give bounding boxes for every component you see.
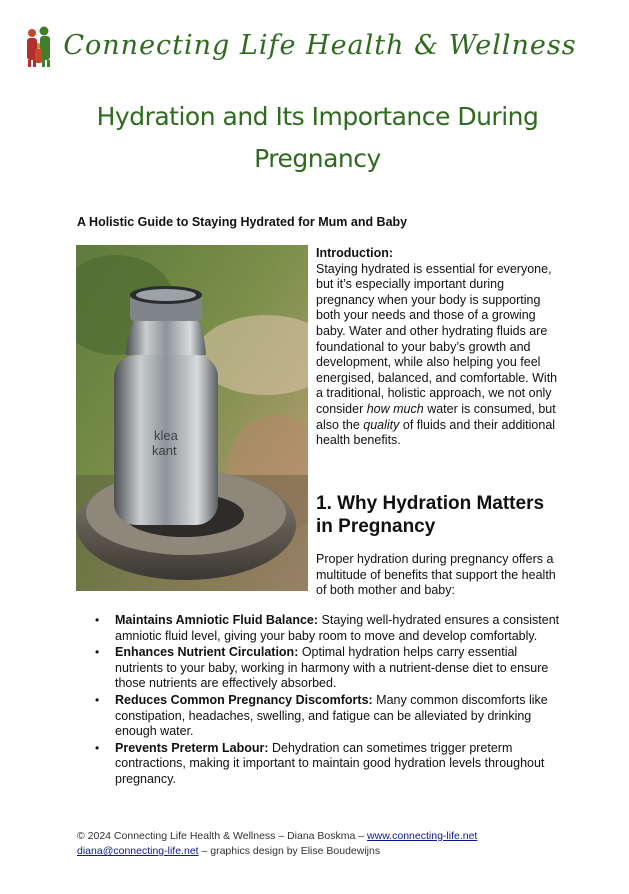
intro-text-2: water is consumed, but also the [316, 401, 556, 432]
website-link[interactable]: www.connecting-life.net [367, 830, 478, 842]
list-item-label: Maintains Amniotic Fluid Balance: [115, 613, 319, 627]
introduction-heading: Introduction: [316, 246, 394, 260]
list-item: • Enhances Nutrient Circulation: Optimal hydration helps carry essential nutrients to your baby, working in harmony with a nutrient-dense diet to ensure those nutrients are effectively absorbed. [95, 645, 549, 691]
list-item-label: Reduces Common Pregnancy Discomforts: [115, 692, 373, 707]
list-item-label: Enhances Nutrient Circulation: [115, 645, 299, 660]
footer-line-1 [77, 829, 597, 844]
list-item: • Reduces Common Pregnancy Discomforts: Many common discomforts like constipation, headaches, swelling, and fatigue can be alleviated by drinking enough water. [95, 692, 548, 739]
document-subtitle: A Holistic Guide to Staying Hydrated for Mum and Baby [77, 215, 408, 229]
bottle-brand-text-2: kant [152, 443, 177, 458]
list-item: • Maintains Amniotic Fluid Balance: Staying well-hydrated ensures a consistent amniotic fluid level, giving your baby room to move and develop comfortably. [95, 613, 560, 643]
footer-line-2 [77, 844, 597, 859]
section-heading: 1. Why Hydration Matters in Pregnancy [316, 493, 545, 537]
benefits-list [76, 613, 566, 789]
intro-emphasis-how-much: how much [366, 401, 424, 416]
credits-text: – graphics design by Elise Boudewijns [198, 845, 381, 857]
copyright-text: © 2024 Connecting Life Health & Wellness – Diana Boskma – [77, 830, 368, 842]
list-item-label: Prevents Preterm Labour: [115, 740, 269, 755]
email-link[interactable]: diana@connecting-life.net [77, 845, 199, 857]
introduction-paragraph [316, 246, 561, 449]
intro-text-3: of fluids and their additional health benefits. [316, 417, 556, 448]
family-figures-icon [22, 26, 58, 68]
intro-text-1: Staying hydrated is essential for everyone, but it’s especially important during pregnancy when your body is supporting both your needs and those of a growing baby. Water and other hydrating fluids are foundational to your baby’s growth and development, while also helping you feel energised, balanced, and comfortable. With a traditional, holistic approach, we not only consider [316, 261, 558, 416]
list-item-text: Many common discomforts like constipation, headaches, swelling, and fatigue can be alleviated by drinking enough water. [115, 692, 548, 739]
list-item: • Prevents Preterm Labour: Dehydration can sometimes trigger preterm contractions, making it important to maintain good hydration levels throughout pregnancy. [95, 740, 545, 786]
section-intro: Proper hydration during pregnancy offers a multitude of benefits that support the health of both mother and baby: [316, 552, 556, 598]
water-bottle-photo [76, 245, 308, 591]
bottle-brand-text-1: klea [154, 428, 178, 443]
document-title: Hydration and Its Importance During Pregnancy [96, 102, 539, 173]
list-item-text: Optimal hydration helps carry essential nutrients to your baby, working in harmony with a nutrient-dense diet to ensure those nutrients are effectively absorbed. [115, 645, 549, 691]
list-item-text: Dehydration can sometimes trigger preterm contractions, making it important to maintain good hydration levels throughout pregnancy. [115, 740, 545, 786]
footer [77, 829, 597, 859]
brand-name: Connecting Life Health & Wellness [63, 30, 577, 61]
list-item-text: Staying well-hydrated ensures a consistent amniotic fluid level, giving your baby room to move and develop comfortably. [115, 613, 560, 643]
intro-emphasis-quality: quality [363, 417, 400, 432]
